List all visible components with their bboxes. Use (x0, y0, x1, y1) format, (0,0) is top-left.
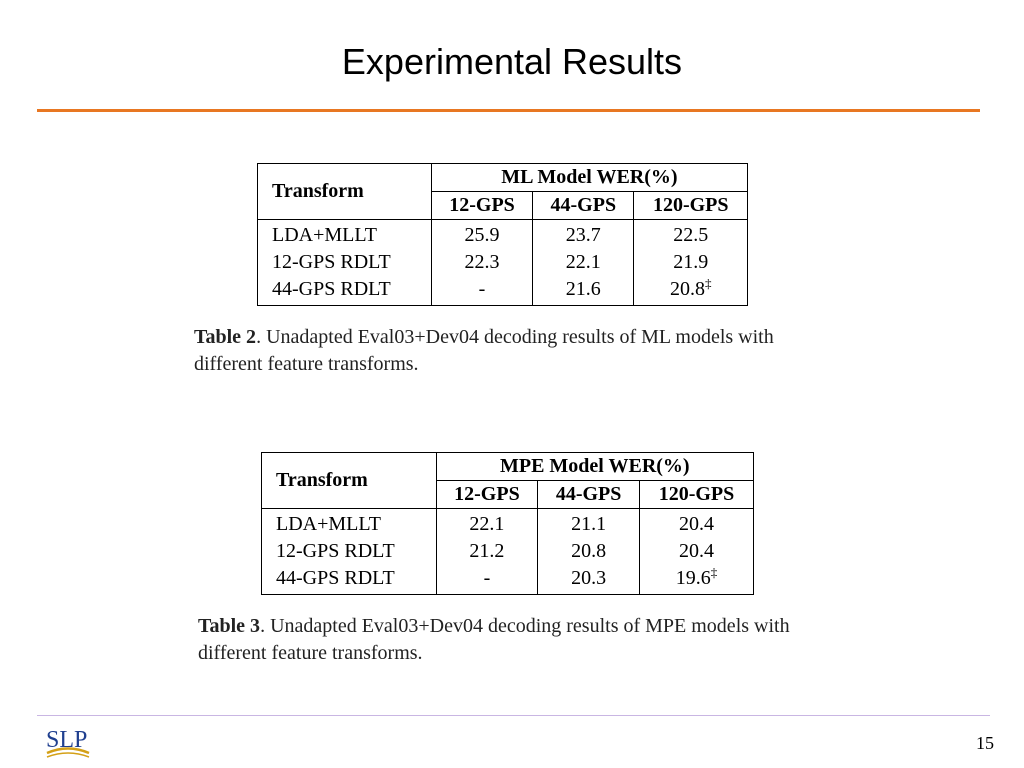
table-row (258, 249, 748, 276)
caption-label: Table 3 (198, 615, 261, 637)
column-header: 44-GPS (538, 481, 640, 509)
table-cell: 22.5 (634, 220, 748, 250)
row-label: 44-GPS RDLT (258, 276, 432, 306)
table-cell (634, 276, 748, 306)
group-header: ML Model WER(%) (431, 164, 747, 192)
table-cell: - (431, 276, 532, 306)
table-cell: 22.3 (431, 249, 532, 276)
table-cell: 21.6 (533, 276, 634, 306)
footer-divider (37, 715, 990, 716)
table-cell: 21.2 (436, 538, 538, 565)
table-cell: 25.9 (431, 220, 532, 250)
column-header: 120-GPS (639, 481, 753, 509)
logo-text: SLP (46, 727, 88, 753)
table-cell: 20.4 (639, 509, 753, 539)
row-label: LDA+MLLT (262, 509, 437, 539)
column-header: 120-GPS (634, 192, 748, 220)
footnote-mark: ‡ (710, 564, 718, 580)
table-3-caption (198, 613, 838, 667)
table-cell: 20.3 (538, 565, 640, 595)
group-header: MPE Model WER(%) (436, 453, 753, 481)
title-divider (37, 109, 980, 112)
mpe-results-table (261, 452, 754, 595)
column-header: 44-GPS (533, 192, 634, 220)
table-cell: - (436, 565, 538, 595)
transform-header: Transform (258, 164, 432, 220)
slp-logo (44, 722, 92, 762)
table-row (262, 538, 754, 565)
row-label: LDA+MLLT (258, 220, 432, 250)
table-cell: 21.1 (538, 509, 640, 539)
table-cell: 21.9 (634, 249, 748, 276)
cell-value: 20.8 (669, 278, 705, 300)
table-cell: 20.8 (538, 538, 640, 565)
column-header: 12-GPS (431, 192, 532, 220)
caption-text: . Unadapted Eval03+Dev04 decoding results of MPE models with different feature transforms. (198, 615, 790, 664)
caption-label: Table 2 (194, 326, 257, 348)
table-cell (639, 565, 753, 595)
table-cell: 22.1 (533, 249, 634, 276)
table-row (258, 276, 748, 306)
table-row (262, 565, 754, 595)
column-header: 12-GPS (436, 481, 538, 509)
cell-value: 19.6 (675, 567, 711, 589)
ml-results-table (257, 163, 748, 306)
slp-logo-icon (44, 722, 92, 762)
table-cell: 22.1 (436, 509, 538, 539)
transform-header: Transform (262, 453, 437, 509)
row-label: 12-GPS RDLT (262, 538, 437, 565)
table-2-caption (194, 324, 834, 378)
table-cell: 23.7 (533, 220, 634, 250)
page-number: 15 (976, 733, 994, 753)
table-cell: 20.4 (639, 538, 753, 565)
row-label: 44-GPS RDLT (262, 565, 437, 595)
caption-text: . Unadapted Eval03+Dev04 decoding results of ML models with different feature transforms. (194, 326, 774, 375)
footnote-mark: ‡ (704, 275, 712, 291)
table-row (258, 220, 748, 250)
row-label: 12-GPS RDLT (258, 249, 432, 276)
slide-title: Experimental Results (341, 41, 683, 82)
table-row (262, 509, 754, 539)
